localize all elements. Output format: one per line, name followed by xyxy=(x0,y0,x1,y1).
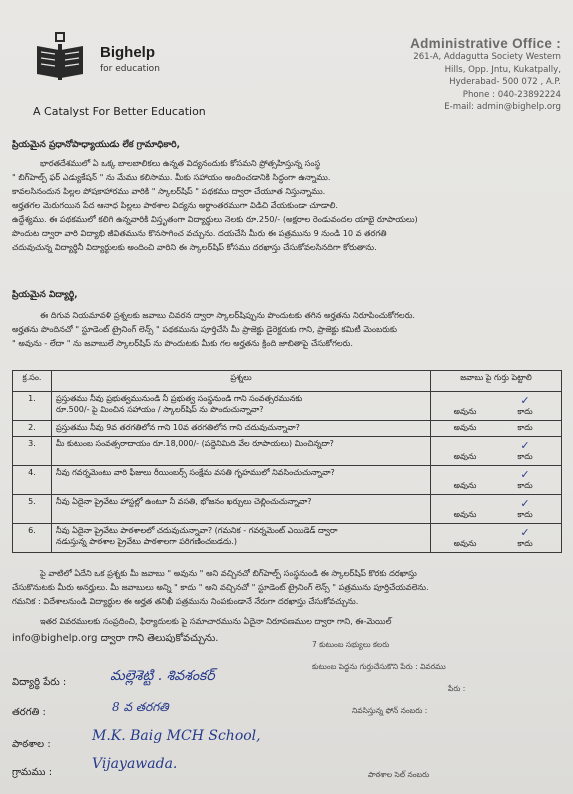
paragraph-line: " బిగ్‌హెల్ప్ ఫర్ ఎడ్యుకేషన్ " ను మేము కలిసాము. మీకు సహాయం అందించడానికి సిద్ధంగా ఉన్నాము. xyxy=(12,172,331,182)
office-line: Hills, Opp. Jntu, Kukatpally, xyxy=(444,64,561,75)
question-text xyxy=(52,524,431,553)
office-title: Administrative Office : xyxy=(410,36,561,51)
answer-yes[interactable]: అవును xyxy=(453,423,477,432)
column-header-answer: జవాబు పై గుర్తు పెట్టాలి xyxy=(431,371,562,392)
answer-no-label: కాదు xyxy=(517,423,533,432)
table-row xyxy=(13,495,562,524)
salutation-student: ప్రియమైన విద్యార్థి, xyxy=(12,290,78,300)
question-text xyxy=(52,437,431,466)
checkmark-icon: ✓ xyxy=(520,497,530,510)
table-header-row xyxy=(13,371,562,392)
answer-no[interactable] xyxy=(495,439,555,463)
question-line: రూ.500/- పై మించిన సహాయం / స్కాలర్‌షిప్ ను పొందుచున్నావా? xyxy=(56,405,264,414)
table-row xyxy=(13,392,562,421)
right-note: నివసిస్తున్న ఫోన్ నంబరు : xyxy=(352,706,428,715)
paragraph-line: చదువుచున్న విద్యార్థినీ విద్యార్థులకు అందించి వారిని ఈ స్కాలర్‌షిప్ కోసము దరఖాస్తు చేసుకోవలసినదిగా కోరుతాను. xyxy=(12,242,377,252)
school-label: పాఠశాల : xyxy=(12,739,51,750)
question-line: ప్రస్తుతము నీవు ప్రభుత్వమునుండి నీ ప్రభుత్వ సంస్థనుండి గాని సంవత్సరమునకు xyxy=(56,394,303,403)
table-row xyxy=(13,466,562,495)
answer-no-label: కాదు xyxy=(517,407,533,416)
checkmark-icon: ✓ xyxy=(520,394,530,407)
answer-no[interactable] xyxy=(495,423,555,434)
paragraph-line: పొందుట ద్వారా వారి విద్యాభి జీవితమును కొనసాగించ వచ్చును. దయచేసి మీరు ఈ పత్రమును 9 నుండి 10 వ తరగతి xyxy=(12,228,387,238)
office-line: 261-A, Addagutta Society Western xyxy=(413,52,561,62)
student-name-label: విద్యార్థి పేరు : xyxy=(12,677,67,688)
answer-yes[interactable]: అవును xyxy=(453,407,477,416)
answer-yes[interactable]: అవును xyxy=(453,539,477,548)
tagline: A Catalyst For Better Education xyxy=(33,105,206,118)
question-number: 3. xyxy=(13,437,52,466)
checkmark-icon: ✓ xyxy=(520,439,530,452)
village-value: Vijayawada. xyxy=(92,756,178,772)
brand-name: Bighelp xyxy=(100,44,155,61)
question-text xyxy=(52,466,431,495)
question-line: నీవు గవర్నమెంటు వారి ఫీజులు రీయింబర్స్ సంక్షేమ వసతి గృహములో నివసించుచున్నావా? xyxy=(56,468,335,477)
answer-no-label: కాదు xyxy=(517,452,533,461)
paragraph-line: ఇతర వివరములకు సంప్రదించి, ఫిర్యాదులకు పై సమాచారమును ఏదైనా నిరూపణముల ద్వారా గాని, ఈ-మెయిల్ xyxy=(40,616,392,626)
question-number: 5. xyxy=(13,495,52,524)
table-row xyxy=(13,524,562,553)
question-line: ప్రస్తుతము నీవు 9వ తరగతిలోన గాని 10వ తరగతిలోన గాని చదువుచున్నావా? xyxy=(56,423,300,432)
class-label: తరగతి : xyxy=(12,707,46,718)
question-number: 1. xyxy=(13,392,52,421)
paragraph-line: ఉద్దేశ్యము. ఈ పథకములో కలిగి ఉన్నవారికి విస్తృతంగా విద్యార్థులు నెలకు రూ.250/- (అక్షరాల రెండువందల యాభై రూపాయలు) xyxy=(12,214,418,224)
question-text xyxy=(52,392,431,421)
answer-no[interactable] xyxy=(495,468,555,492)
answer-cell[interactable] xyxy=(431,524,562,553)
question-line: నీవు ఏదైనా ప్రైవేటు పాఠశాలలో చదువుచున్నావా? (గమనిక - గవర్నమెంట్ ఎయిడెడ్ ద్వారా xyxy=(56,526,338,535)
class-value: 8 వ తరగతి xyxy=(112,700,169,714)
question-line: నడుస్తున్న పాఠశాల ప్రైవేటు పాఠశాలగా పరిగణించబడదు.) xyxy=(56,537,238,546)
village-label: గ్రామము : xyxy=(12,767,53,778)
paragraph-line: భారతదేశములో ఏ ఒక్క బాలబాలికలు ఉన్నత విద్యనందుకు కోసమని ప్రోత్సహిస్తున్న సంస్థ xyxy=(40,158,321,168)
checkmark-icon: ✓ xyxy=(520,526,530,539)
eligibility-table xyxy=(12,370,562,553)
paragraph-line: " అవును - లేదా " ను జవాబులే స్కాలర్‌షిప్ ను పొందుటకు మీకు గల అర్హతను క్రింది జాబితాపై చేసుకోగలరు. xyxy=(12,338,353,348)
paragraph-line: ఈ దిగువ నియమావళి ప్రశ్నలకు జవాబు చివరన ద్వారా స్కాలర్‌షిప్పును పొందుటకు తగిన అర్హతను నిరూపించుకోగలరు. xyxy=(40,310,416,320)
salutation-headmaster: ప్రియమైన ప్రధానోపాధ్యాయుడు లేక గ్రామాధికారి, xyxy=(12,140,181,150)
paragraph-line: అర్హతను పొందినచో " స్టూడెంట్ ట్రైనింగ్ లెన్స్ " పథకమును పూర్తిచేసి మీ ప్రాజెక్టు డైరెక్టరుకు గాని, ప్రాజెక్టు కమిటీ మెంబరుకు xyxy=(12,324,397,334)
office-line: Hyderabad- 500 072 , A.P. xyxy=(449,77,561,87)
office-email: E-mail: admin@bighelp.org xyxy=(444,102,561,112)
contact-email-line: info@bighelp.org ద్వారా గాని తెలుపుకోవచ్చును. xyxy=(12,633,219,644)
office-address-block xyxy=(351,36,561,114)
question-line: నీవు ఏదైనా ప్రైవేటు హాస్టల్లో ఉంటూ నీ వసతి, భోజనం ఖర్చులు చెల్లించుచున్నావా? xyxy=(56,497,312,506)
paragraph-line: పై వాటిలో ఏదేని ఒక ప్రశ్నకు మీ జవాబు " అవును " అని వచ్చినచో బిగ్‌హెల్ప్ సంస్థనుండి ఈ స్కాలర్‌షిప్ కొరకు దరఖాస్తు xyxy=(40,568,417,578)
answer-yes[interactable]: అవును xyxy=(453,510,477,519)
question-number: 4. xyxy=(13,466,52,495)
answer-cell[interactable] xyxy=(431,466,562,495)
school-value: M.K. Baig MCH School, xyxy=(92,728,261,744)
brand-subtitle: for education xyxy=(100,64,160,74)
answer-no-label: కాదు xyxy=(517,481,533,490)
column-header-number: క్ర.సం. xyxy=(13,371,52,392)
answer-yes[interactable]: అవును xyxy=(453,481,477,490)
question-number: 6. xyxy=(13,524,52,553)
answer-yes[interactable]: అవును xyxy=(453,452,477,461)
answer-no[interactable] xyxy=(495,394,555,418)
answer-no[interactable] xyxy=(495,497,555,521)
question-line: మీ కుటుంబ సంవత్సరాదాయం రూ.18,000/- (పద్దెనిమిది వేల రూపాయలు) మించిన్నదా? xyxy=(56,439,334,448)
right-note: 7 కుటుంబ సభ్యులు కలరు xyxy=(312,640,390,649)
answer-cell[interactable] xyxy=(431,495,562,524)
answer-no[interactable] xyxy=(495,526,555,550)
answer-cell[interactable] xyxy=(431,437,562,466)
checkmark-icon: ✓ xyxy=(520,468,530,481)
paragraph-line: గమనిక : విదేశాలనుండి విద్యార్థుల ఈ అర్హత తనిఖీ పత్రమును నింపకుండానే నేరుగా దరఖాస్తు చేసుకోవచ్చును. xyxy=(12,596,359,606)
question-text xyxy=(52,495,431,524)
question-number: 2. xyxy=(13,421,52,437)
answer-no-label: కాదు xyxy=(517,539,533,548)
paragraph-line: కావలసినందున పిల్లల పోషకాహారము వారికి " స్కాలర్‌షిప్ " పథకము ద్వారా చేయూత నిస్తున్నాము. xyxy=(12,186,326,196)
right-note: పేరు : xyxy=(448,684,466,693)
paragraph-line: చేసుకొనుటకు మీరు అనర్హులు. మీ జవాబులు అన్ని " కాదు " అని వచ్చినచో " స్టూడెంట్ ట్రైనింగ్ లెన్స్ " పత్రమును పూర్తిచేయవలెను. xyxy=(12,582,429,592)
table-row xyxy=(13,437,562,466)
bighelp-logo-icon xyxy=(33,30,93,86)
answer-no-label: కాదు xyxy=(517,510,533,519)
office-phone: Phone : 040-23892224 xyxy=(462,89,561,100)
column-header-question: ప్రశ్నలు xyxy=(52,371,431,392)
student-name-value: మల్లెశెట్టి . శివశంకర్ xyxy=(110,668,215,684)
table-row xyxy=(13,421,562,437)
paragraph-line: అర్హతగల మెరుగయిన పేద ఆనాధ పిల్లలు పాఠశాల విద్యను అర్థాంతరముగా విడిచి వేయకుండా చూడాలి. xyxy=(12,200,338,210)
answer-cell[interactable] xyxy=(431,392,562,421)
right-note: కుటుంబ పెద్దను గుర్తుచేసుకొని పేరు : వివరము xyxy=(312,662,446,671)
right-note: పాఠశాల సెల్ నంబరు xyxy=(368,770,430,779)
question-text xyxy=(52,421,431,437)
answer-cell[interactable] xyxy=(431,421,562,437)
